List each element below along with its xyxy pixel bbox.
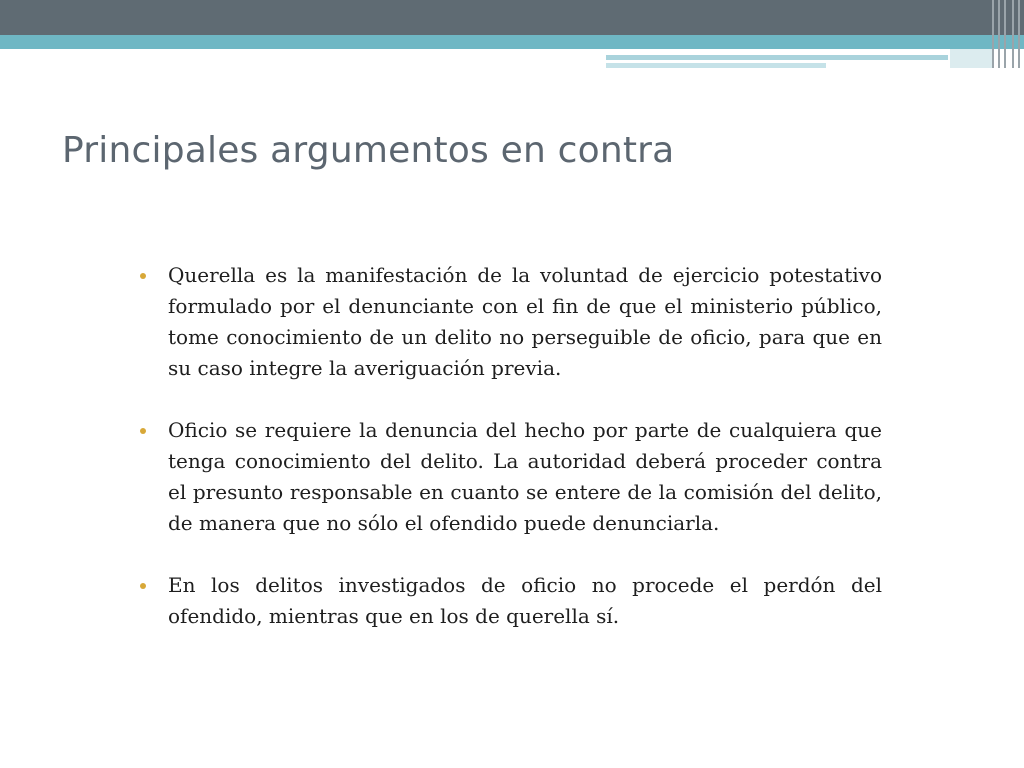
bullet-item — [136, 415, 882, 539]
header-accent-line-short — [606, 63, 826, 68]
header-band-dark — [0, 0, 1024, 35]
bullet-dot-icon — [140, 583, 146, 589]
bullet-dot-icon — [140, 273, 146, 279]
header-stripes — [990, 0, 1024, 68]
bullet-text: En los delitos investigados de oficio no procede el perdón del ofendido, mientras que en los de querella sí. — [168, 573, 882, 628]
bullet-text: Oficio se requiere la denuncia del hecho por parte de cualquiera que tenga conocimiento del delito. La autoridad deberá proceder contra el presunto responsable en cuanto se entere de la comisión del delito, de manera que no sólo el ofendido puede denunciarla. — [168, 418, 882, 535]
header-accent-line — [606, 55, 948, 60]
bullet-item — [136, 260, 882, 384]
header-band-teal — [0, 35, 1024, 49]
header-accent-block — [950, 49, 994, 68]
bullet-item — [136, 570, 882, 632]
bullet-dot-icon — [140, 428, 146, 434]
bullet-list — [136, 260, 882, 663]
bullet-text: Querella es la manifestación de la voluntad de ejercicio potestativo formulado por el denunciante con el fin de que el ministerio público, tome conocimiento de un delito no perseguible de oficio, para que en su caso integre la averiguación previa. — [168, 263, 882, 380]
slide-title: Principales argumentos en contra — [62, 130, 675, 171]
